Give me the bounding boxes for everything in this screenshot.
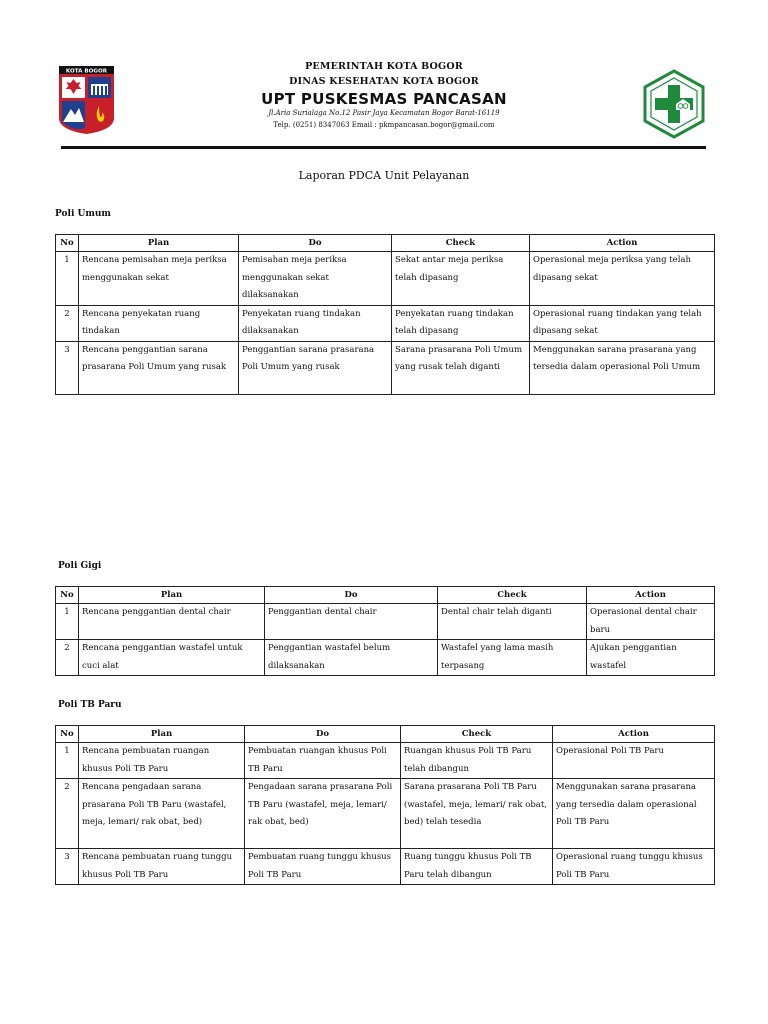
cell-plan: Rencana pembuatan ruang tunggu khusus Poli TB Paru: [79, 849, 245, 885]
cell-do: Penggantian dental chair: [265, 604, 438, 640]
cell-no: 2: [56, 779, 79, 849]
cell-do: Penyekatan ruang tindakan dilaksanakan: [239, 305, 392, 341]
cell-no: 3: [56, 341, 79, 394]
header-no: No: [56, 726, 79, 743]
contact-line: Telp. (0251) 8347063 Email : pkmpancasan.bogor@gmail.com: [273, 121, 495, 129]
header-do: Do: [265, 587, 438, 604]
cell-action: Operasional dental chair baru: [587, 604, 715, 640]
cell-check: Sekat antar meja periksa telah dipasang: [392, 252, 530, 306]
header-plan: Plan: [79, 235, 239, 252]
government-name: PEMERINTAH KOTA BOGOR: [305, 61, 463, 72]
cell-no: 2: [56, 640, 79, 676]
cell-do: Penggantian wastafel belum dilaksanakan: [265, 640, 438, 676]
header-plan: Plan: [79, 726, 245, 743]
section-title-poli-tb-paru: Poli TB Paru: [58, 700, 122, 710]
cell-do: Pembuatan ruang tunggu khusus Poli TB Paru: [245, 849, 401, 885]
cell-no: 1: [56, 252, 79, 306]
cell-plan: Rencana penyekatan ruang tindakan: [79, 305, 239, 341]
address-line: Jl.Aria Surialaga No.12 Pasir Jaya Kecamatan Bogor Barat-16119: [268, 109, 500, 117]
cell-plan: Rencana penggantian wastafel untuk cuci alat: [79, 640, 265, 676]
header-plan: Plan: [79, 587, 265, 604]
cell-check: Dental chair telah diganti: [438, 604, 587, 640]
cell-do: Pembuatan ruangan khusus Poli TB Paru: [245, 743, 401, 779]
cell-no: 1: [56, 604, 79, 640]
cell-do: Pengadaan sarana prasarana Poli TB Paru (wastafel, meja, lemari/ rak obat, bed): [245, 779, 401, 849]
cell-action: Operasional ruang tunggu khusus Poli TB Paru: [553, 849, 715, 885]
cell-do: Penggantian sarana prasarana Poli Umum yang rusak: [239, 341, 392, 394]
header-do: Do: [245, 726, 401, 743]
department-name: DINAS KESEHATAN KOTA BOGOR: [289, 76, 479, 87]
report-title: Laporan PDCA Unit Pelayanan: [298, 169, 470, 182]
pdca-table-poli-gigi: [55, 586, 715, 676]
cell-check: Ruangan khusus Poli TB Paru telah dibangun: [401, 743, 553, 779]
cell-plan: Rencana penggantian sarana prasarana Poli Umum yang rusak: [79, 341, 239, 394]
letterhead: [0, 0, 768, 150]
cell-check: Sarana prasarana Poli TB Paru (wastafel, meja, lemari/ rak obat, bed) telah tesedia: [401, 779, 553, 849]
table-header-row: [56, 587, 715, 604]
header-check: Check: [392, 235, 530, 252]
table-row: [56, 604, 715, 640]
cell-plan: Rencana pembuatan ruangan khusus Poli TB Paru: [79, 743, 245, 779]
health-center-name: UPT PUSKESMAS PANCASAN: [261, 90, 507, 108]
table-row: [56, 305, 715, 341]
header-check: Check: [438, 587, 587, 604]
cell-no: 3: [56, 849, 79, 885]
cell-no: 1: [56, 743, 79, 779]
cell-check: Sarana prasarana Poli Umum yang rusak telah diganti: [392, 341, 530, 394]
header-no: No: [56, 235, 79, 252]
cell-do: Pemisahan meja periksa menggunakan sekat dilaksanakan: [239, 252, 392, 306]
table-row: [56, 743, 715, 779]
cell-check: Ruang tunggu khusus Poli TB Paru telah dibangun: [401, 849, 553, 885]
puskesmas-logo-icon: [642, 69, 706, 139]
cell-plan: Rencana penggantian dental chair: [79, 604, 265, 640]
section-title-poli-gigi: Poli Gigi: [58, 561, 102, 571]
table-header-row: [56, 726, 715, 743]
cell-action: Menggunakan sarana prasarana yang tersedia dalam operasional Poli TB Paru: [553, 779, 715, 849]
pdca-table-poli-umum: [55, 234, 715, 395]
cell-action: Operasional meja periksa yang telah dipasang sekat: [530, 252, 715, 306]
cell-action: Operasional ruang tindakan yang telah dipasang sekat: [530, 305, 715, 341]
table-row: [56, 849, 715, 885]
header-check: Check: [401, 726, 553, 743]
pdca-table-poli-tb-paru: [55, 725, 715, 885]
table-row: [56, 779, 715, 849]
header-action: Action: [530, 235, 715, 252]
cell-no: 2: [56, 305, 79, 341]
cell-plan: Rencana pengadaan sarana prasarana Poli TB Paru (wastafel, meja, lemari/ rak obat, bed): [79, 779, 245, 849]
table-row: [56, 640, 715, 676]
cell-plan: Rencana pemisahan meja periksa menggunakan sekat: [79, 252, 239, 306]
svg-text:KOTA BOGOR: KOTA BOGOR: [65, 68, 108, 75]
header-do: Do: [239, 235, 392, 252]
cell-check: Wastafel yang lama masih terpasang: [438, 640, 587, 676]
section-title-poli-umum: Poli Umum: [55, 209, 111, 219]
header-action: Action: [553, 726, 715, 743]
table-header-row: [56, 235, 715, 252]
cell-action: Menggunakan sarana prasarana yang tersedia dalam operasional Poli Umum: [530, 341, 715, 394]
header-action: Action: [587, 587, 715, 604]
table-row: [56, 252, 715, 306]
header-no: No: [56, 587, 79, 604]
cell-action: Operasional Poli TB Paru: [553, 743, 715, 779]
cell-check: Penyekatan ruang tindakan telah dipasang: [392, 305, 530, 341]
table-row: [56, 341, 715, 394]
cell-action: Ajukan penggantian wastafel: [587, 640, 715, 676]
header-divider: [61, 146, 706, 149]
